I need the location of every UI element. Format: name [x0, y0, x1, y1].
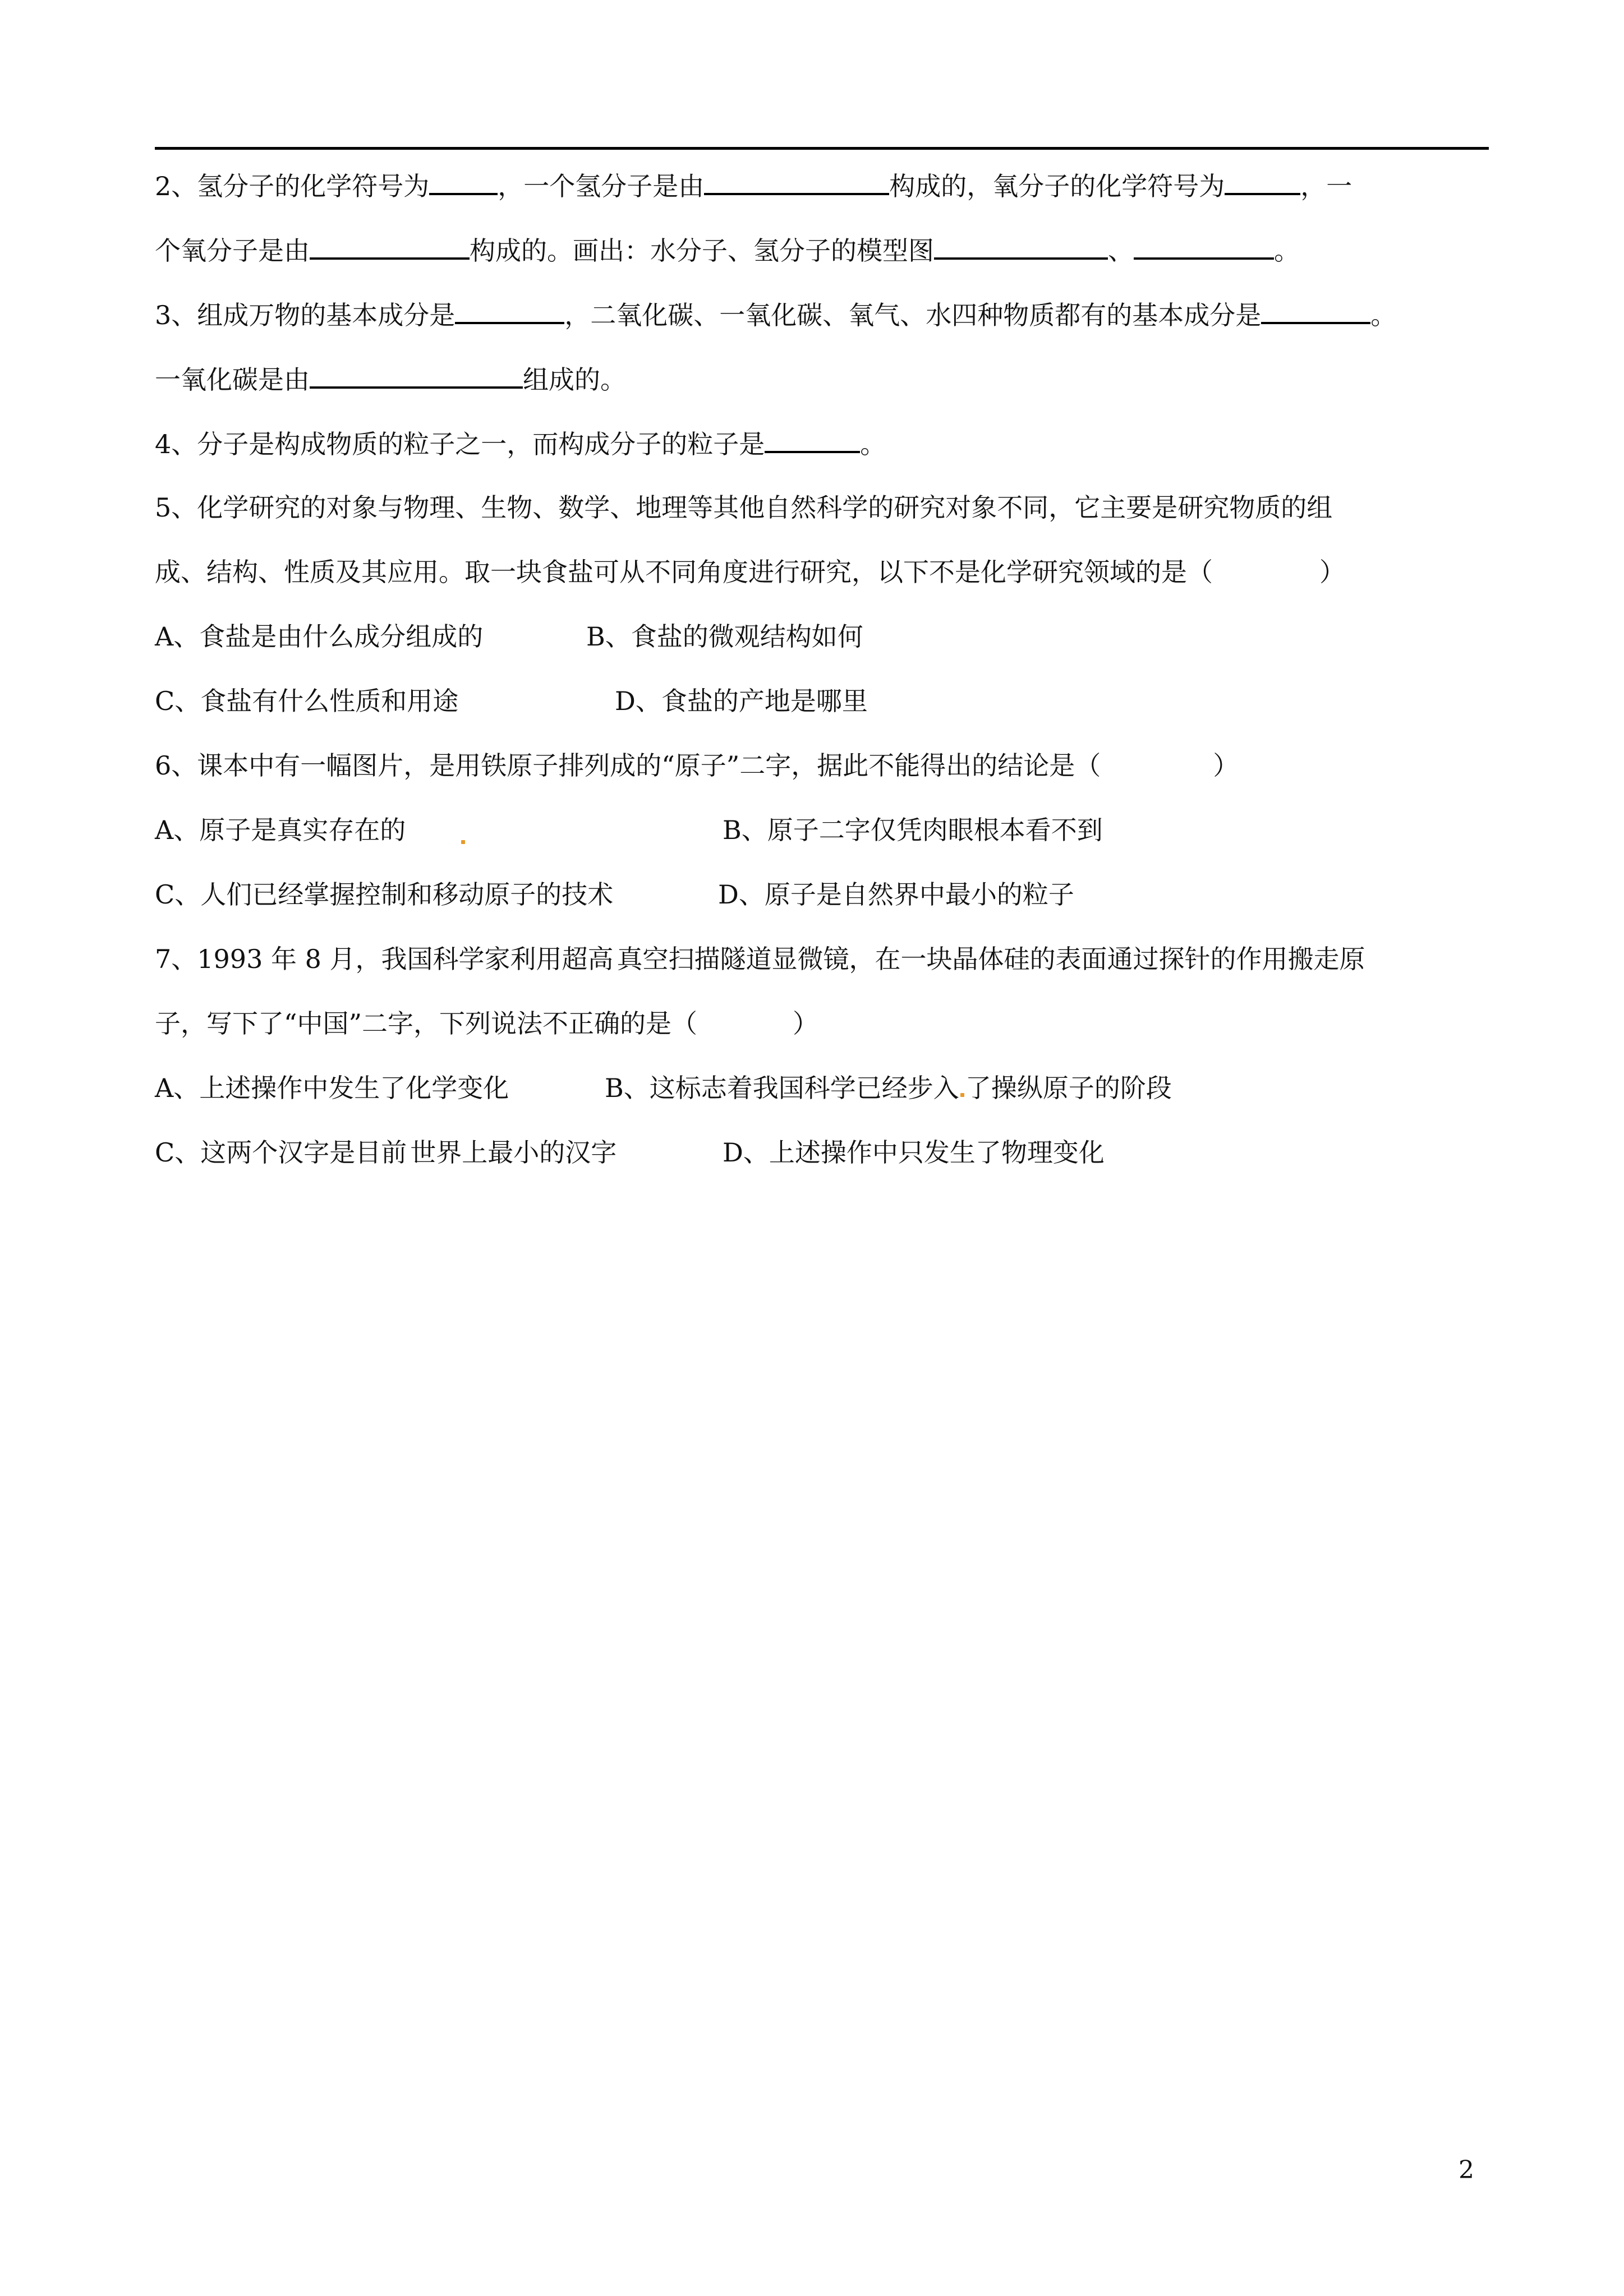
q7-option-b-wrap: [605, 1071, 1172, 1105]
q6-line-1: [155, 749, 1239, 782]
q5-text-1: 5、化学研究的对象与物理、生物、数学、地理等其他自然科学的研究对象不同，它主要是研究物质的组: [155, 492, 1333, 523]
q2-text-g: 、: [1108, 236, 1134, 266]
q4-text-b: 。: [860, 429, 886, 459]
q5-option-c: C、食盐有什么性质和用途: [155, 686, 459, 716]
q6-option-c: C、人们已经掌握控制和移动原子的技术: [155, 879, 614, 910]
page-number: 2: [1459, 2156, 1474, 2184]
q2-blank-2: [704, 168, 889, 195]
q2-text-d: ，一: [1300, 171, 1352, 201]
q6-options-row-1: [155, 813, 406, 847]
q7-text-1b: 真空扫描隧道显微镜，在一块晶体硅的表面通过探针的作用搬走原: [617, 944, 1365, 974]
q5-line-1: [155, 491, 1332, 524]
q5-option-b-wrap: [586, 620, 863, 653]
q7-text-1a: 7、1993 年 8 月，我国科学家利用超高: [155, 944, 614, 974]
q6-option-b-wrap: [723, 813, 1103, 847]
q2-blank-3: [1225, 168, 1300, 195]
q3-blank-3: [310, 362, 523, 389]
q3-blank-1: [455, 297, 564, 324]
q6-option-d: D、原子是自然界中最小的粒子: [718, 879, 1074, 910]
q2-blank-5: [934, 233, 1108, 260]
q4-line: [155, 426, 886, 460]
q6-options-row-2: [155, 878, 613, 911]
q2-blank-6: [1134, 233, 1274, 260]
q7-paren-close: ）: [793, 1008, 819, 1039]
q2-text-e: 个氧分子是由: [155, 236, 310, 266]
q3-text-c: 。: [1370, 300, 1397, 330]
mark-dot: [960, 1093, 964, 1097]
q6-text-1: 6、课本中有一幅图片，是用铁原子排列成的“原子”二字，据此不能得出的结论是（: [155, 750, 1101, 781]
q6-option-b: B、原子二字仅凭肉眼根本看不到: [723, 815, 1103, 845]
q2-line-2: [155, 233, 1300, 266]
q2-blank-4: [310, 233, 470, 260]
q3-text-e: 组成的。: [523, 365, 626, 395]
q2-text-c: 构成的，氧分子的化学符号为: [889, 171, 1225, 201]
q3-blank-2: [1261, 297, 1370, 324]
mark-dot: [461, 840, 465, 844]
q5-option-a: A、食盐是由什么成分组成的: [155, 621, 484, 652]
q7-option-b-part-2: 了操纵原子的阶段: [965, 1073, 1172, 1103]
q2-text-f: 构成的。画出：水分子、氢分子的模型图: [470, 236, 934, 266]
q5-option-d-wrap: [615, 684, 868, 718]
q7-text-2: 子，写下了“中国”二字，下列说法不正确的是（: [155, 1008, 698, 1039]
q5-paren-close: ）: [1319, 557, 1345, 587]
q5-text-2: 成、结构、性质及其应用。取一块食盐可从不同角度进行研究，以下不是化学研究领域的是（: [155, 557, 1213, 587]
q5-options-row-1: [155, 620, 483, 653]
q7-options-row-1: [155, 1071, 509, 1105]
q2-text-a: 2、氢分子的化学符号为: [155, 171, 430, 201]
q2-text-b: ，一个氢分子是由: [498, 171, 705, 201]
q7-option-d: D、上述操作中只发生了物理变化: [723, 1137, 1105, 1168]
q2-blank-1: [429, 168, 498, 195]
q7-line-1: [155, 942, 1365, 976]
q6-option-d-wrap: [718, 878, 1074, 911]
q2-text-h: 。: [1274, 236, 1300, 266]
q7-option-a: A、上述操作中发生了化学变化: [155, 1073, 509, 1103]
q4-text-a: 4、分子是构成物质的粒子之一，而构成分子的粒子是: [155, 429, 765, 459]
q7-option-c-part-2: 世界上最小的汉字: [410, 1137, 617, 1168]
q6-option-a: A、原子是真实存在的: [155, 815, 406, 845]
header-rule: [155, 147, 1489, 150]
q3-text-b: ，二氧化碳、一氧化碳、氧气、水四种物质都有的基本成分是: [564, 300, 1262, 330]
q3-text-a: 3、组成万物的基本成分是: [155, 300, 456, 330]
q5-options-row-2: [155, 684, 458, 718]
q3-line-1: [155, 297, 1396, 331]
q6-paren-close: ）: [1213, 750, 1239, 781]
q7-option-b-part-1: B、这标志着我国科学已经步入: [605, 1073, 959, 1103]
q7-option-d-wrap: [723, 1136, 1105, 1169]
q4-blank: [765, 426, 860, 453]
q3-line-2: [155, 362, 626, 395]
q7-option-c-part-1: C、这两个汉字是目前: [155, 1137, 407, 1168]
q5-line-2: [155, 555, 1345, 589]
q3-text-d: 一氧化碳是由: [155, 365, 310, 395]
q5-option-d: D、食盐的产地是哪里: [615, 686, 868, 716]
q2-line-1: [155, 168, 1352, 202]
q7-options-row-2: [155, 1136, 617, 1169]
q5-option-b: B、食盐的微观结构如何: [586, 621, 863, 652]
q7-line-2: [155, 1007, 818, 1040]
